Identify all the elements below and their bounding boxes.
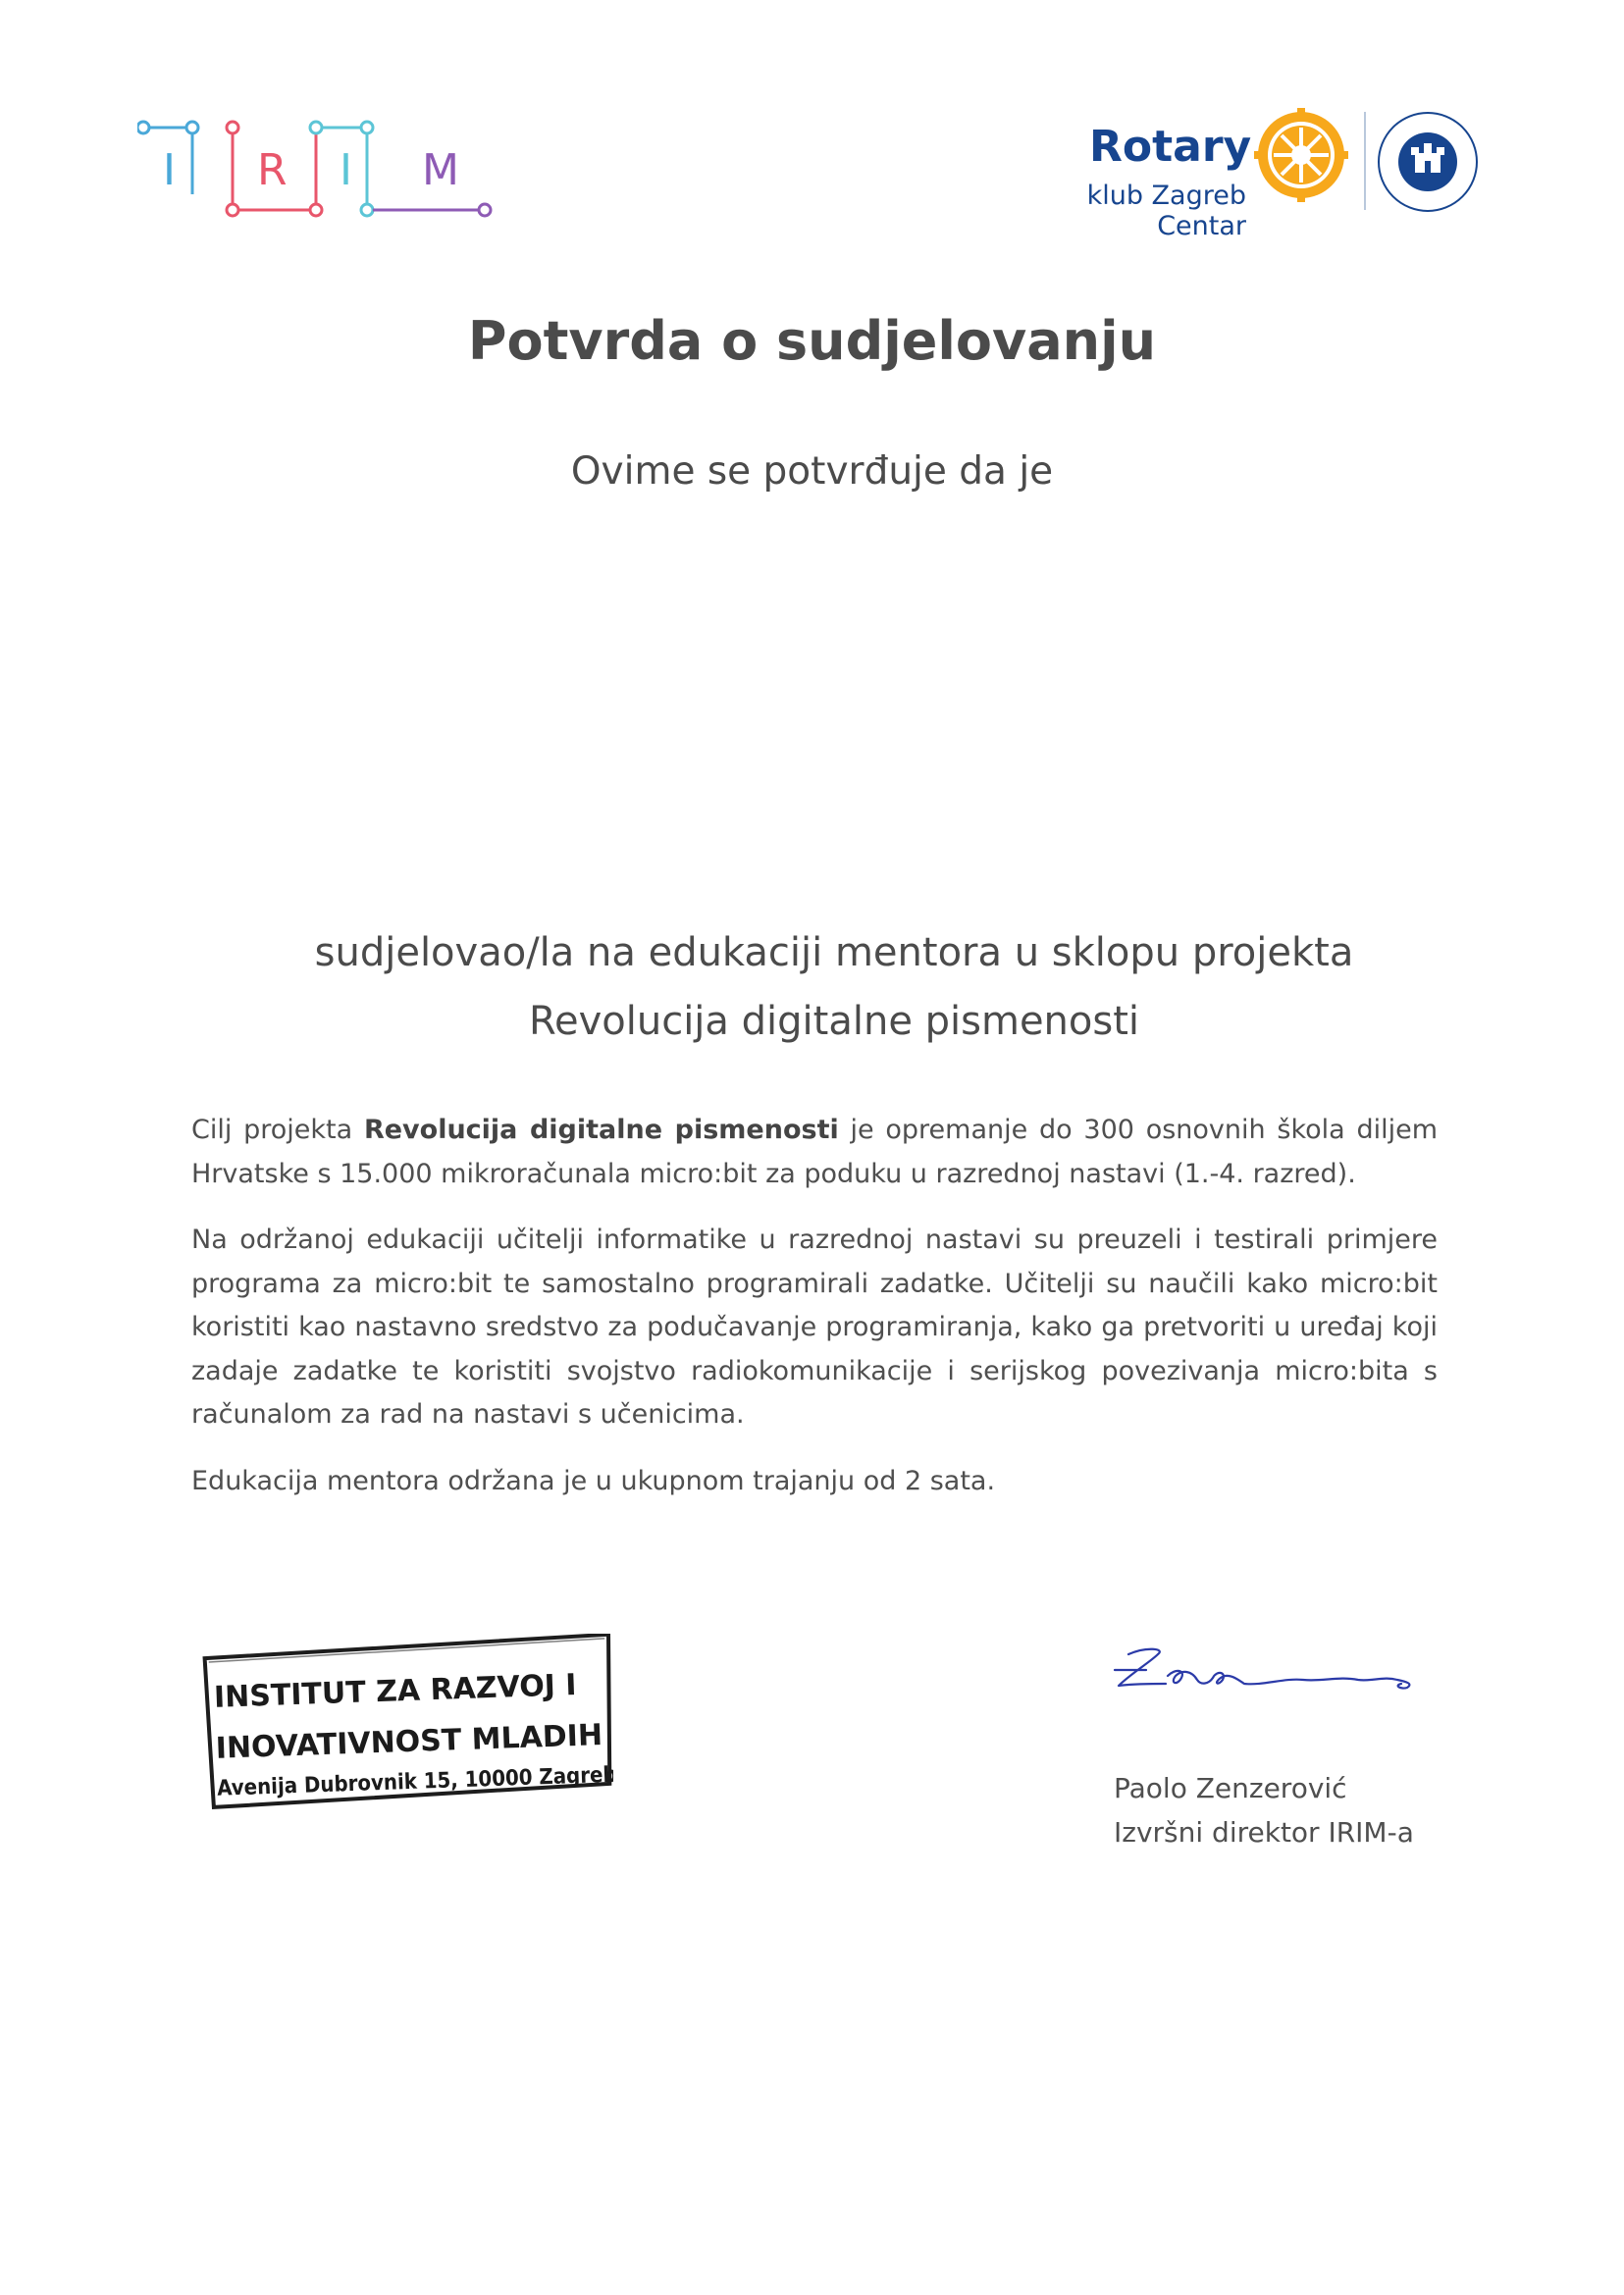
irim-letter-i2: I [340,145,352,195]
irim-letter-m: M [422,145,459,195]
signer-block [1114,1766,1526,1854]
rotary-logo [981,108,1531,241]
participation-line: sudjelovao/la na edukaciji mentora u sklopu projekta [314,930,1354,975]
paragraph-goal-end: je opremanje do 300 osnovnih škola diljem Hrvatske s 15.000 mikroračunala micro:bit za poduku u razrednoj nastavi (1.-4. razred). [191,1115,1439,1189]
rotary-name: Rotary [1089,122,1252,172]
stamp-line-2: INOVATIVNOST MLADIH [215,1718,603,1766]
stamp-line-3: Avenija Dubrovnik 15, 10000 Zagreb [216,1762,613,1801]
institution-stamp [201,1634,613,1810]
page-subtitle: Ovime se potvrđuje da je [570,449,1054,494]
irim-letter-r: R [257,145,288,195]
stamp-line-1: INSTITUT ZA RAZVOJ I [213,1667,578,1715]
logo-divider [1364,112,1366,210]
participation-statement [157,918,1511,1056]
irim-logo [137,118,500,226]
signature [1107,1641,1423,1709]
page-title: Potvrda o sudjelovanju [467,310,1157,372]
signer-name: Paolo Zenzerović [1114,1772,1347,1804]
body-text [191,1109,1438,1526]
rotary-club-name: klub Zagreb Centar [1086,181,1246,241]
paragraph-goal-start: Cilj projekta [191,1115,364,1145]
rotary-wheel-icon [1254,108,1348,202]
paragraph-duration: Edukacija mentora održana je u ukupnom trajanju od 2 sata. [191,1465,996,1496]
signer-role: Izvršni direktor IRIM-a [1114,1816,1414,1849]
irim-letter-i1: I [163,145,176,195]
project-name-bold: Revolucija digitalne pismenosti [363,1115,839,1145]
club-seal-icon [1374,108,1482,216]
paragraph-goal [191,1109,1438,1196]
paragraph-education: Na održanoj edukaciji učitelji informatike u razrednoj nastavi su preuzeli i testirali primjere programa za micro:bit te samostalno programirali zadatke. Učitelji su naučili kako micro:bit koristiti kao nastavno sredstvo za podučavanje programiranja, kako ga pretvoriti u uređaj koji zadaje zadatke te koristiti svojstvo radiokomunikacije i serijskog povezivanja micro:bita s računalom za rad na nastavi s učenicima. [191,1225,1438,1430]
project-name: Revolucija digitalne pismenosti [528,999,1140,1044]
